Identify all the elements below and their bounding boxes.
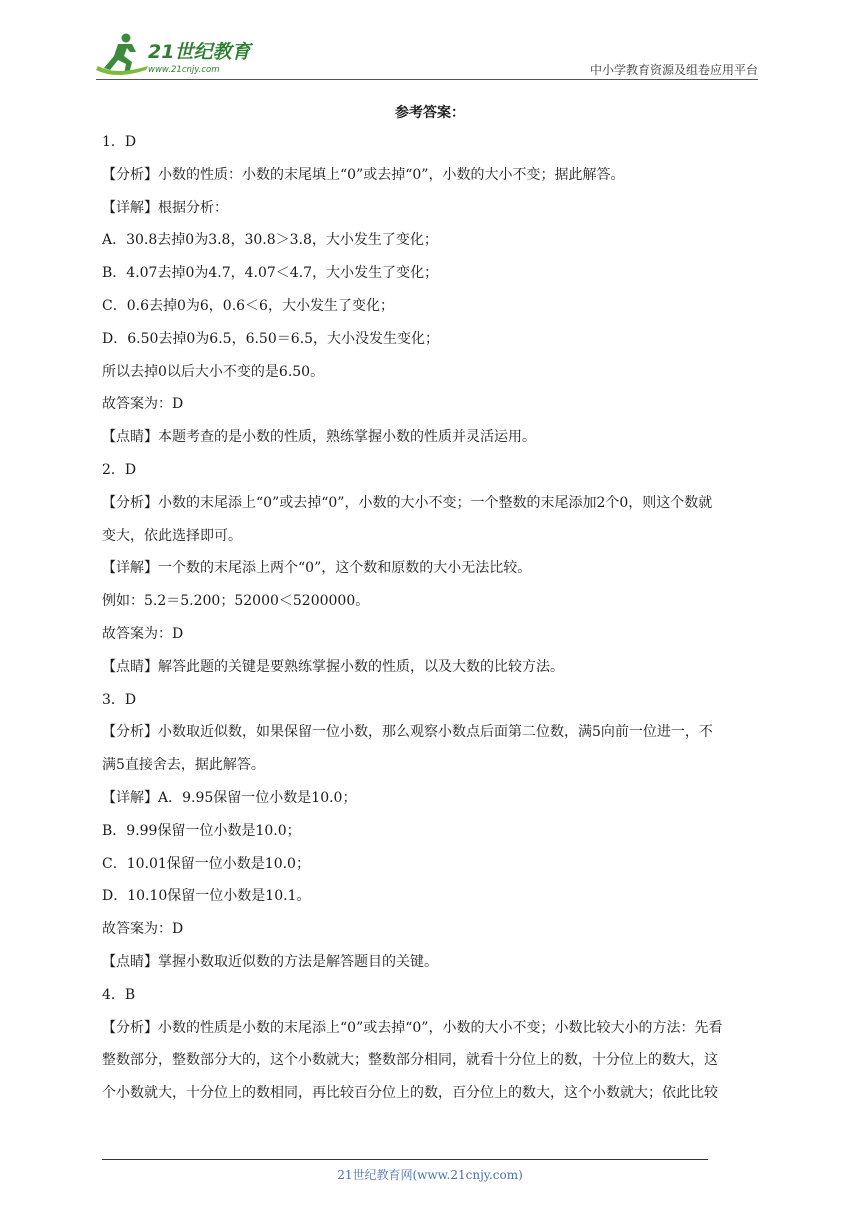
text-line: 【点睛】解答此题的关键是要熟练掌握小数的性质，以及大数的比较方法。 [102,658,564,675]
text-line: 【分析】小数的性质：小数的末尾填上“0”或去掉“0”，小数的大小不变；据此解答。 [102,166,625,183]
page-footer: 21世纪教育网(www.21cnjy.com) [337,1168,523,1182]
header-divider [96,79,758,80]
text-line: 4．B [102,986,136,1003]
text-line: 2．D [102,461,137,478]
text-line: 【分析】小数取近似数，如果保留一位小数，那么观察小数点后面第二位数，满5向前一位进一，不 [102,724,713,741]
footer-divider [102,1159,708,1160]
answer-content [102,126,764,1110]
text-line: 【分析】小数的性质是小数的末尾添上“0”或去掉“0”，小数的大小不变；小数比较大小的方法：先看 [102,1019,723,1036]
text-line: 个小数就大，十分位上的数相同，再比较百分位上的数，百分位上的数大，这个小数就大；依此比较 [102,1085,718,1102]
text-line: D．6.50去掉0为6.5，6.50＝6.5，大小没发生变化； [102,330,440,347]
text-line: B．4.07去掉0为4.7，4.07＜4.7，大小发生了变化； [102,265,439,282]
page-title: 参考答案： [395,105,465,121]
logo-url: www.21cnjy.com [148,65,220,75]
text-line: 整数部分，整数部分大的，这个小数就大；整数部分相同，就看十分位上的数，十分位上的数大，这 [102,1052,718,1069]
text-line: D．10.10保留一位小数是10.1。 [102,888,311,905]
text-line: 变大，依此选择即可。 [102,527,242,544]
text-line: 例如：5.2＝5.200；52000＜5200000。 [102,593,370,610]
text-line: 3．D [102,691,137,708]
text-line: 【详解】一个数的末尾添上两个“0”，这个数和原数的大小无法比较。 [102,560,532,577]
text-line: 故答案为：D [102,625,184,642]
text-line: 【点睛】掌握小数取近似数的方法是解答题目的关键。 [102,953,438,970]
text-line: 故答案为：D [102,396,184,413]
runner-icon [96,34,148,76]
text-line: 满5直接舍去，据此解答。 [102,757,265,774]
logo-text: 21世纪教育 [148,41,251,63]
text-line: C．10.01保留一位小数是10.0； [102,855,310,872]
text-line: 【分析】小数的末尾添上“0”或去掉“0”，小数的大小不变；一个整数的末尾添加2个0，则这个数就 [102,494,713,511]
logo [96,30,266,80]
text-line: 【详解】根据分析： [102,199,228,216]
text-line: 1．D [102,134,137,150]
text-line: C．0.6去掉0为6，0.6＜6，大小发生了变化； [102,297,394,314]
text-line: 【详解】A．9.95保留一位小数是10.0； [102,789,357,806]
text-line: 故答案为：D [102,921,184,938]
text-line: 所以去掉0以后大小不变的是6.50。 [102,363,325,380]
text-line: B．9.99保留一位小数是10.0； [102,822,301,839]
header-platform-text: 中小学教育资源及组卷应用平台 [589,63,758,77]
text-line: 【点睛】本题考查的是小数的性质，熟练掌握小数的性质并灵活运用。 [102,429,536,446]
text-line: A．30.8去掉0为3.8，30.8＞3.8，大小发生了变化； [102,232,438,249]
page-header [96,30,758,80]
